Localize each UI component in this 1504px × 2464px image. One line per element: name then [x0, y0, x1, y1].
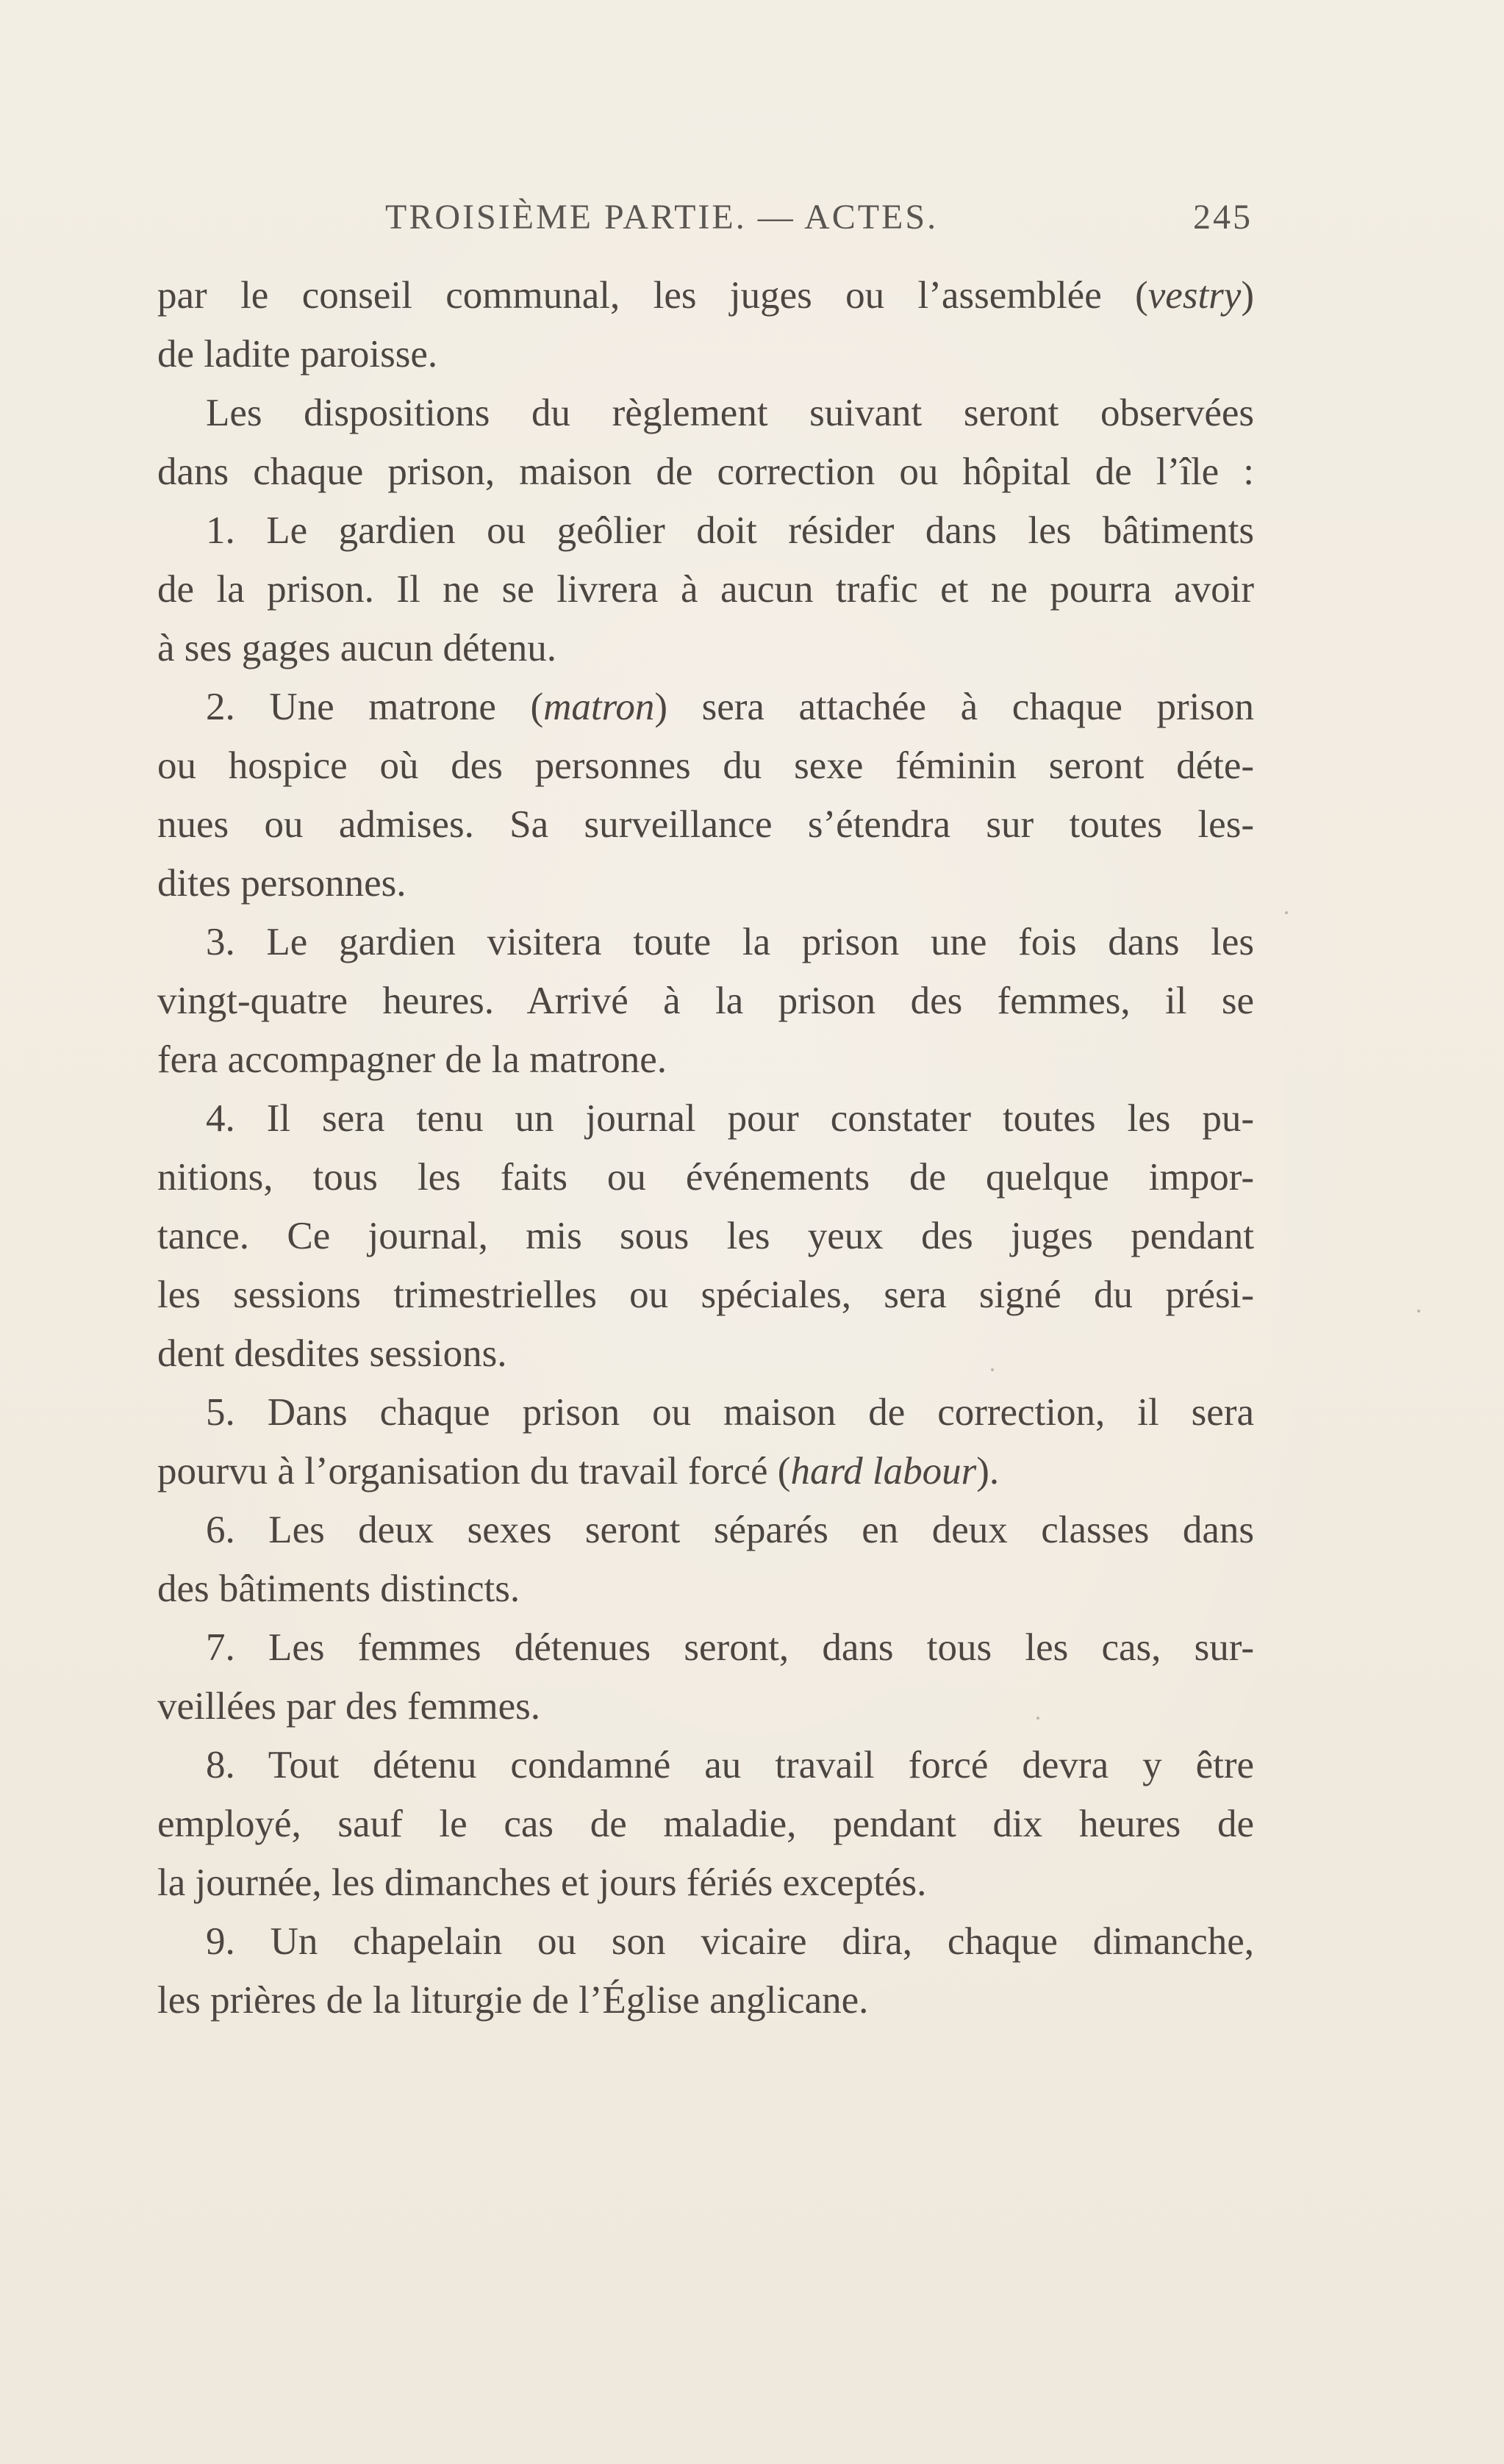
paper-speck — [1285, 911, 1288, 914]
text-line: dans chaque prison, maison de correction ou hôpital de l’île : — [157, 450, 1254, 493]
text-line: de la prison. Il ne se livrera à aucun trafic et ne pourra avoir — [157, 568, 1254, 611]
paragraph-start-line: Les dispositions du règlement suivant seront observées — [206, 392, 1254, 434]
article-4-line: 4. Il sera tenu un journal pour constater toutes les pu- — [206, 1097, 1254, 1140]
text-line: les sessions trimestrielles ou spéciales, sera signé du prési- — [157, 1274, 1254, 1316]
running-title: TROISIÈME PARTIE. — ACTES. — [385, 198, 939, 237]
text-line: dites personnes. — [157, 862, 407, 905]
text-line: fera accompagner de la matrone. — [157, 1038, 667, 1081]
running-header — [157, 197, 1253, 248]
article-5-line: 5. Dans chaque prison ou maison de correction, il sera — [206, 1391, 1254, 1434]
body-text — [157, 266, 1254, 2030]
article-1-line: 1. Le gardien ou geôlier doit résider dans les bâtiments — [206, 509, 1254, 552]
text-line: vingt-quatre heures. Arrivé à la prison des femmes, il se — [157, 980, 1254, 1022]
article-3-line: 3. Le gardien visitera toute la prison une fois dans les — [206, 921, 1254, 963]
text-line: les prières de la liturgie de l’Église anglicane. — [157, 1979, 869, 2022]
paper-speck — [1036, 1717, 1039, 1720]
article-2-line: 2. Une matrone (matron) sera attachée à chaque prison — [206, 686, 1254, 728]
italic-term: vestry — [1147, 274, 1242, 317]
italic-term: hard labour — [790, 1450, 977, 1493]
text-line: de ladite paroisse. — [157, 333, 438, 376]
article-6-line: 6. Les deux sexes seront séparés en deux classes dans — [206, 1509, 1254, 1551]
text-line: dent desdites sessions. — [157, 1332, 507, 1375]
article-7-line: 7. Les femmes détenues seront, dans tous les cas, sur- — [206, 1626, 1254, 1669]
text-line: nues ou admises. Sa surveillance s’étendra sur toutes les- — [157, 803, 1254, 846]
text-line: pourvu à l’organisation du travail forcé (hard labour). — [157, 1450, 1000, 1493]
paper-speck — [1417, 1310, 1420, 1312]
text-line: employé, sauf le cas de maladie, pendant dix heures de — [157, 1803, 1254, 1845]
text-line: tance. Ce journal, mis sous les yeux des juges pendant — [157, 1215, 1254, 1257]
italic-term: matron — [543, 686, 655, 728]
text-line: à ses gages aucun détenu. — [157, 627, 557, 669]
page-number: 245 — [1193, 198, 1253, 237]
text-line: la journée, les dimanches et jours fériés exceptés. — [157, 1861, 927, 1904]
article-8-line: 8. Tout détenu condamné au travail forcé devra y être — [206, 1744, 1254, 1786]
text-line: ou hospice où des personnes du sexe féminin seront déte- — [157, 744, 1254, 787]
text-line: des bâtiments distincts. — [157, 1567, 520, 1610]
text-line: nitions, tous les faits ou événements de quelque impor- — [157, 1156, 1254, 1199]
text-line: veillées par des femmes. — [157, 1685, 540, 1728]
paper-speck — [991, 1368, 994, 1371]
article-9-line: 9. Un chapelain ou son vicaire dira, chaque dimanche, — [206, 1920, 1254, 1963]
text-line: par le conseil communal, les juges ou l’assemblée (vestry) — [157, 274, 1254, 317]
